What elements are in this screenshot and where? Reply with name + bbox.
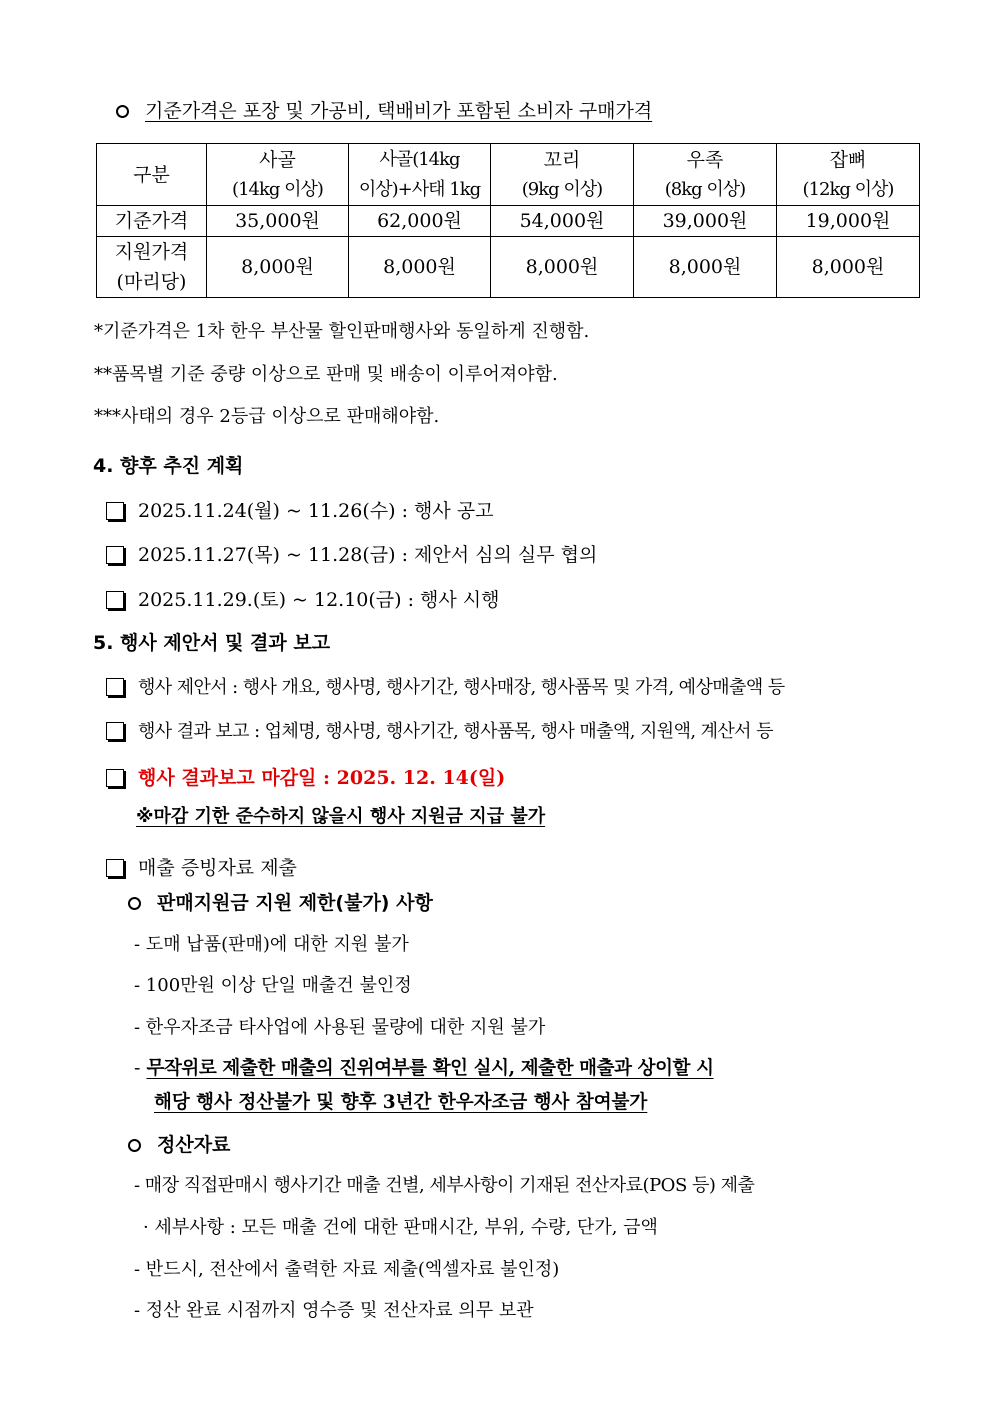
checkbox-icon (106, 722, 124, 740)
evidence-item: 매출 증빙자료 제출 (106, 853, 297, 880)
header-cell: 꼬리 (9kg 이상) (491, 144, 634, 206)
price-cell: 8,000원 (491, 237, 634, 298)
price-cell: 8,000원 (634, 237, 777, 298)
note-2: **품목별 기준 중량 이상으로 판매 및 배송이 이루어져야함. (94, 364, 558, 385)
row-label-cell: 지원가격 (마리당) (97, 237, 207, 298)
deadline-text: 행사 결과보고 마감일 : 2025. 12. 14(일) (138, 767, 506, 789)
circle-bullet-icon (116, 105, 129, 118)
circle-bullet-icon (128, 897, 141, 910)
price-cell: 8,000원 (207, 237, 349, 298)
settlement-item: - 매장 직접판매시 행사기간 매출 건별, 세부사항이 기재된 전산자료(POS 등) 제출 (134, 1175, 755, 1196)
price-cell: 62,000원 (349, 206, 491, 237)
checkbox-icon (106, 859, 124, 877)
table-header-row (97, 144, 920, 206)
checkbox-icon (106, 769, 124, 787)
price-cell: 39,000원 (634, 206, 777, 237)
intro-text: 기준가격은 포장 및 가공비, 택배비가 포함된 소비자 구매가격 (145, 100, 653, 122)
section-5-title: 5. 행사 제안서 및 결과 보고 (93, 632, 331, 654)
schedule-item: 2025.11.27(목) ~ 11.28(금) : 제안서 심의 실무 협의 (106, 540, 597, 567)
checkbox-icon (106, 678, 124, 696)
report-item: 행사 결과 보고 : 업체명, 행사명, 행사기간, 행사품목, 행사 매출액, 지원액, 계산서 등 (106, 717, 773, 743)
price-cell: 19,000원 (777, 206, 920, 237)
checkbox-icon (106, 591, 124, 609)
base-price-row (97, 206, 920, 237)
header-cell: 사골 (14kg 이상) (207, 144, 349, 206)
circle-bullet-icon (128, 1139, 141, 1152)
checkbox-icon (106, 502, 124, 520)
price-cell: 8,000원 (777, 237, 920, 298)
price-table (96, 143, 920, 298)
price-cell: 54,000원 (491, 206, 634, 237)
price-cell: 35,000원 (207, 206, 349, 237)
restriction-item: - 한우자조금 타사업에 사용된 물량에 대한 지원 불가 (134, 1017, 546, 1038)
header-cell: 우족 (8kg 이상) (634, 144, 777, 206)
restriction-warning-cont: 해당 행사 정산불가 및 향후 3년간 한우자조금 행사 참여불가 (154, 1092, 648, 1113)
restriction-item: - 도매 납품(판매)에 대한 지원 불가 (134, 934, 409, 955)
deadline-item (106, 763, 505, 790)
note-3: ***사태의 경우 2등급 이상으로 판매해야함. (94, 406, 440, 427)
restriction-heading: 판매지원금 지원 제한(불가) 사항 (128, 888, 433, 915)
schedule-item: 2025.11.29.(토) ~ 12.10(금) : 행사 시행 (106, 585, 500, 612)
settlement-item: · 세부사항 : 모든 매출 건에 대한 판매시간, 부위, 수량, 단가, 금액 (143, 1217, 658, 1238)
deadline-warning: ※마감 기한 준수하지 않을시 행사 지원금 지급 불가 (136, 806, 546, 827)
header-cell: 사골(14kg 이상)+사태 1kg (349, 144, 491, 206)
header-cell: 잡뼈 (12kg 이상) (777, 144, 920, 206)
settlement-item: - 반드시, 전산에서 출력한 자료 제출(엑셀자료 불인정) (134, 1259, 560, 1280)
row-label-cell: 기준가격 (97, 206, 207, 237)
intro-line (116, 96, 652, 123)
support-price-row (97, 237, 920, 298)
header-label-cell: 구분 (97, 144, 207, 206)
checkbox-icon (106, 546, 124, 564)
settlement-heading: 정산자료 (128, 1130, 230, 1157)
restriction-item: - 100만원 이상 단일 매출건 불인정 (134, 975, 412, 996)
note-1: *기준가격은 1차 한우 부산물 할인판매행사와 동일하게 진행함. (94, 321, 590, 342)
report-item: 행사 제안서 : 행사 개요, 행사명, 행사기간, 행사매장, 행사품목 및 가격, 예상매출액 등 (106, 673, 785, 699)
restriction-warning: - 무작위로 제출한 매출의 진위여부를 확인 실시, 제출한 매출과 상이할 시 (134, 1057, 714, 1079)
section-4-title: 4. 향후 추진 계획 (93, 455, 244, 477)
schedule-item: 2025.11.24(월) ~ 11.26(수) : 행사 공고 (106, 496, 493, 523)
settlement-item: - 정산 완료 시점까지 영수증 및 전산자료 의무 보관 (134, 1300, 534, 1321)
price-cell: 8,000원 (349, 237, 491, 298)
